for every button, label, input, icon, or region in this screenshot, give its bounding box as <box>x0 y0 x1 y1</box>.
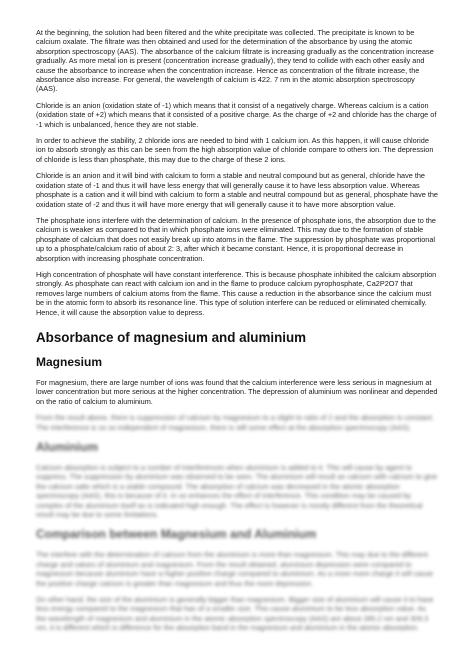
blurred-paragraph-aluminium: Calcium absorption is subject to a number of interferences when aluminium is added to it. This will cause by agent to suppress. The suppression by aluminium was observed to be seen. The aluminium will result as calcium with calcium to give the calcium salts which is a stable compound. The absorption of calcium was decreased in the atomic absorption spectroscopy (AAS), this is because of it. In so enhances the effect of interference. This condition may be caused by complex of the aluminium itself as is indicated high enough. The effect is however is mostly different from the theoretical result may be due to some limitations. <box>36 463 438 520</box>
subheading-magnesium: Magnesium <box>36 354 103 369</box>
paragraph-chloride-phosphate: Chloride is an anion and it will bind with calcium to form a stable and neutral compound but as general, chloride have the oxidation state of -1 and thus it will have less energy that will generally cause it to have less absorption value. Whereas phosphate is a cation and it will bind with calcium to form a stable and neutral compound but as general, phosphate have the oxidation state of -2 and thus it will have more energy that will generally cause it to have more absorption value. <box>36 171 438 209</box>
paragraph-magnesium: For magnesium, there are large number of ions was found that the calcium interference were less serious in magnesium at lower concentration but more serious at the higher concentration. The depression of aluminium was nonlinear and depended on the ratio of calcium to aluminium. <box>36 377 438 406</box>
paragraph-chloride-anion: Chloride is an anion (oxidation state of -1) which means that it consist of a negatively charge. Whereas calcium is a cation (oxidation state of +2) which means that it consisted of a positive charge. As the charge of +2 and chloride has the charge of -1 which is unbalanced, hence they are not stable. <box>36 100 437 129</box>
blurred-paragraph-magnesium-result: From the result above, there is suppression of calcium by magnesium to a slight to ratio of 2 and the absorption is constant. The interference is so so independent of magnesium, there is still some effect at the absorption spectroscopy (AAS). <box>36 413 434 432</box>
blurred-paragraph-size: On other hand, the size of the aluminium is generally bigger than magnesium. Bigger size of aluminium will cause it to have less energy compared to the magnesium that has of a smaller size. This cause aluminium to be less absorption value. As the wavelength of magnesium and aluminium in the atomic absorption spectroscopy (AAS) are about 285.2 nm and 309.3 nm, it is different which is difference for the absorption band in the magnesium and aluminium in the atomic absorption. <box>36 595 434 633</box>
subheading-aluminium: Aluminium <box>36 440 98 454</box>
paragraph-phosphate-interference: The phosphate ions interfere with the determination of calcium. In the presence of phosphate ions, the absorption due to the calcium is weaker as compared to that in which phosphate ions were eliminated. This may due to the formation of stable phosphate of calcium that does not easily break up into atoms in the flame. The suppression by phosphate was proportional up to a phosphate/calcium ratio of about 2: 3, after which it became constant. Hence, it is proportional decrease in absorption with increasing phosphate concentration. <box>36 215 436 263</box>
paragraph-chloride-stability: In order to achieve the stability, 2 chloride ions are needed to bind with 1 calcium ion. As this happen, it will cause chloride ion to absorb strongly as this can be seen from the high absorption value of chloride compare to others ion. The depression of chloride is less than phosphate, this may due to the charge of these 2 ions. <box>36 136 434 164</box>
blurred-preview-region <box>36 413 438 633</box>
paragraph-calcium-oxalate: At the beginning, the solution had been filtered and the white precipitate was collected. The precipitate is known to be calcium oxalate. The filtrate was then obtained and used for the determination of the absorbance by using the atomic absorption spectroscopy (AAS). The absorbance of the calcium filtrate is increasing gradually as the concentration increase gradually. As more metal ion is present (concentration increase gradually), they tend to collide with each other easily and cause the absorbance to increase when the concentration increase. Hence as concentration of the filtrate increase, the absorbance also increase. For general, the wavelength of calcium is 422. 7 nm in the atomic absorption spectroscopy (AAS). <box>36 28 434 94</box>
section-heading-absorbance: Absorbance of magnesium and aluminium <box>36 329 307 345</box>
paragraph-high-phosphate: High concentration of phosphate will have constant interference. This is because phosphate inhibited the calcium absorption strongly. As phosphate can react with calcium ion and in the flame to produce calcium pyrophosphate, Ca2P2O7 that removes large numbers of calcium atoms from the flame. This cause a reduction in the absorbance since the calcium must be in the atomic form to absorb its resonance line. This type of solution interfere can be reduced or eliminated chemically. Hence, it will cause the absorption value to depress. <box>36 269 437 317</box>
subheading-comparison: Comparison between Magnesium and Aluminium <box>36 527 317 542</box>
blurred-paragraph-comparison: The interfere with the determination of calcium from the aluminium is more than magnesium. This may due to the different charge and values of aluminium and magnesium. From the result obtained, aluminium depression were compared to magnesium because aluminium have a higher positive charge compared to aluminium. As a more more charge it will cause the positive charge calcium is greater than magnesium and thus the more depression. <box>36 550 434 588</box>
